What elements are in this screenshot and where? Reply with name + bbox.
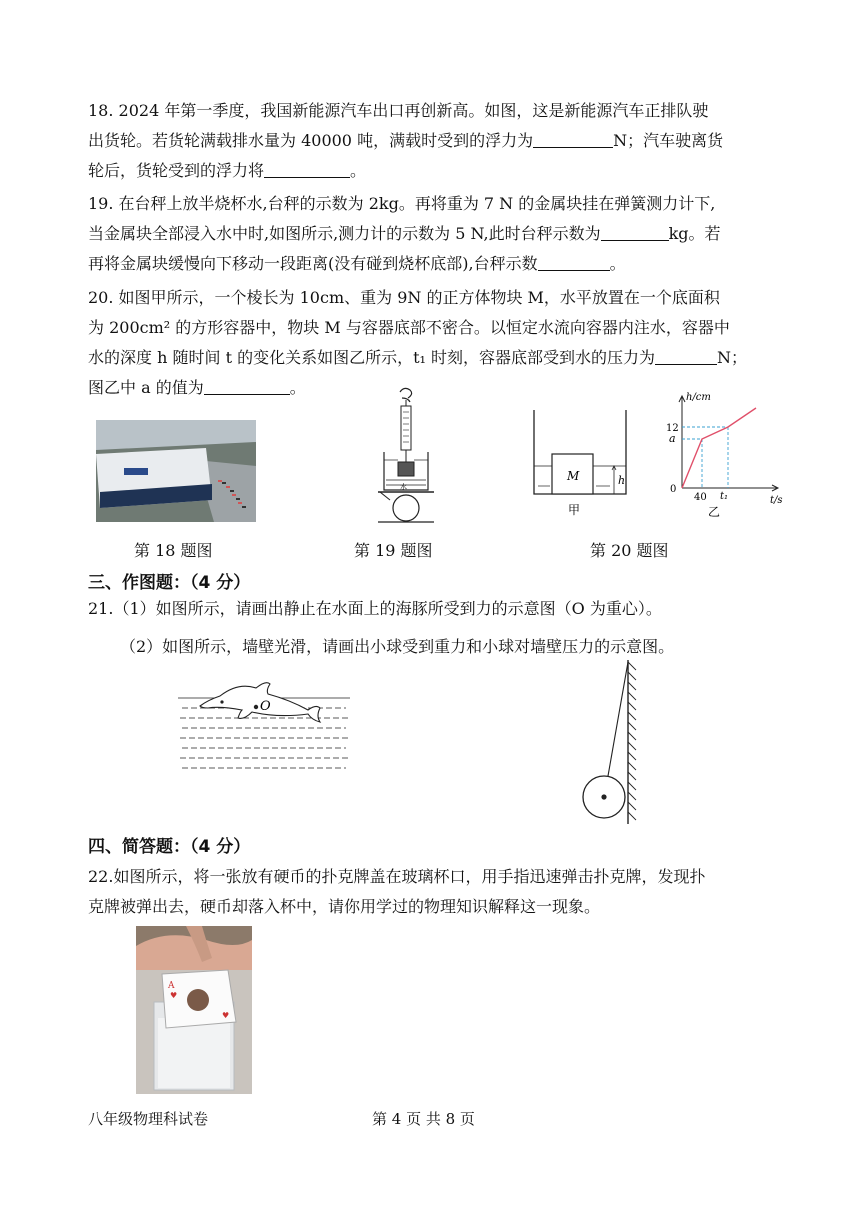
q20-line3: 水的深度 h 随时间 t 的变化关系如图乙所示，t₁ 时刻，容器底部受到水的压力为 N； — [88, 348, 748, 367]
q19-text — [88, 189, 778, 279]
q20-line1: 20. 如图甲所示，一个棱长为 10cm、重为 9N 的正方体物块 M，水平放置在一个底面积 — [88, 288, 720, 307]
rope — [608, 662, 628, 776]
center-of-gravity-dot — [254, 705, 258, 709]
fig19-diagram — [370, 386, 440, 528]
water-label: 水 — [400, 483, 407, 491]
page-number: 第 4 页 共 8 页 — [372, 1110, 475, 1128]
metal-block — [398, 462, 414, 476]
q22-line1: 22.如图所示，将一张放有硬币的扑克牌盖在玻璃杯口，用手指迅速弹击扑克牌，发现扑 — [88, 867, 706, 886]
y-axis-label: h/cm — [686, 392, 711, 403]
svg-text:♥: ♥ — [222, 1011, 230, 1020]
q18-line2: 出货轮。若货轮满载排水量为 40000 吨，满载时受到的浮力为 N；汽车驶离货 — [88, 131, 724, 150]
caption-fig20: 第 20 题图 — [590, 541, 669, 560]
q21-part2: （2）如图所示，墙壁光滑，请画出小球受到重力和小球对墙壁压力的示意图。 — [120, 637, 675, 656]
q20-line2: 为 200cm² 的方形容器中，物块 M 与容器底部不密合。以恒定水流向容器内注水，容器中 — [88, 318, 730, 337]
fig18-ship-photo — [96, 420, 256, 522]
jia-label: 甲 — [568, 503, 581, 517]
footer-left: 八年级物理科试卷 — [88, 1110, 209, 1128]
q18-line3: 轮后，货轮受到的浮力将 。 — [88, 161, 367, 180]
tick-40: 40 — [694, 492, 707, 503]
coin — [187, 989, 209, 1011]
ball-wall-figure — [578, 658, 648, 826]
q19-line1: 19. 在台秤上放半烧杯水,台秤的示数为 2kg。再将重为 7 N 的金属块挂在弹簧测力计下, — [88, 194, 716, 213]
h-label: h — [618, 474, 626, 487]
card-letter: A — [168, 981, 175, 991]
q21-part1: 21.（1）如图所示，请画出静止在水面上的海豚所受到力的示意图（O 为重心）。 — [88, 599, 662, 618]
q20-text — [88, 283, 778, 403]
caption-fig19: 第 19 题图 — [354, 541, 433, 560]
q18-line1: 18. 2024 年第一季度，我国新能源汽车出口再创新高。如图，这是新能源汽车正排队驶 — [88, 101, 709, 120]
q20-blank-2[interactable] — [204, 376, 290, 395]
q19-line3: 再将金属块缓慢向下移动一段距离(没有碰到烧杯底部),台秤示数 。 — [88, 254, 626, 273]
section3-title: 三、作图题：（4 分） — [88, 573, 251, 593]
tick-a: a — [669, 432, 676, 445]
tick-12: 12 — [666, 423, 679, 434]
q18-text — [88, 96, 778, 186]
q20-blank-1[interactable] — [655, 346, 717, 365]
origin-label: 0 — [670, 484, 677, 495]
fig20-yi-chart — [660, 388, 790, 522]
q19-blank-1[interactable] — [601, 222, 669, 241]
caption-fig18: 第 18 题图 — [134, 541, 213, 560]
q22-card-glass-photo — [136, 926, 252, 1094]
hand-icon — [400, 388, 412, 402]
dolphin-figure — [176, 676, 352, 772]
q18-blank-1[interactable] — [533, 129, 613, 148]
fig20-jia-diagram — [530, 408, 640, 520]
section4-title: 四、简答题：（4 分） — [88, 837, 251, 857]
q19-blank-2[interactable] — [538, 252, 610, 271]
q22-line2: 克牌被弹出去，硬币却落入杯中，请你用学过的物理知识解释这一现象。 — [88, 897, 601, 916]
playing-card — [162, 970, 236, 1028]
tick-t1: t₁ — [720, 491, 729, 502]
center-of-gravity-label: O — [260, 699, 271, 714]
block-m-label: M — [567, 469, 580, 483]
platform-scale — [393, 495, 419, 521]
q22-text — [88, 862, 778, 922]
svg-text:♥: ♥ — [170, 991, 178, 1000]
q20-line4: 图乙中 a 的值为 。 — [88, 378, 306, 397]
x-axis-label: t/s — [770, 495, 783, 506]
yi-label: 乙 — [708, 505, 721, 519]
q18-blank-2[interactable] — [264, 159, 350, 178]
q19-line2: 当金属块全部浸入水中时,如图所示,测力计的示数为 5 N,此时台秤示数为 kg。若 — [88, 224, 721, 243]
h-t-line — [682, 408, 756, 488]
spring-scale — [401, 406, 411, 450]
